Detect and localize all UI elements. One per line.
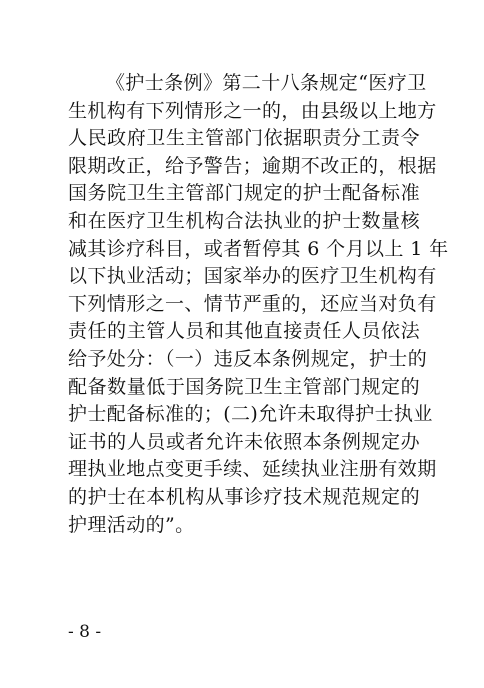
paragraph-line: 配备数量低于国务院卫生主管部门规定的 [68, 375, 420, 398]
paragraph-line: 生机构有下列情形之一的，由县级以上地方 [68, 99, 437, 122]
paragraph-line: 国务院卫生主管部门规定的护士配备标准 [68, 182, 420, 205]
paragraph-line: 人民政府卫生主管部门依据职责分工责令 [68, 127, 420, 150]
paragraph-line: 减其诊疗科目，或者暂停其 6 个月以上 1 年 [68, 237, 449, 260]
paragraph-line: 护士配备标准的；(二)允许未取得护士执业 [68, 403, 433, 426]
page-number: - 8 - [68, 622, 102, 642]
paragraph-line: 证书的人员或者允许未依照本条例规定办 [68, 430, 420, 453]
paragraph-line: 和在医疗卫生机构合法执业的护士数量核 [68, 209, 420, 232]
paragraph-line: 《护士条例》第二十八条规定“医疗卫 [106, 72, 427, 94]
paragraph-line: 理执业地点变更手续、延续执业注册有效期 [68, 458, 437, 481]
paragraph-line: 下列情形之一、情节严重的，还应当对负有 [68, 292, 437, 315]
paragraph-line: 责任的主管人员和其他直接责任人员依法 [68, 320, 420, 343]
paragraph-line: 限期改正，给予警告；逾期不改正的，根据 [68, 154, 437, 177]
article-paragraph [68, 70, 449, 539]
paragraph-line: 给予处分：（一）违反本条例规定，护士的 [68, 347, 428, 370]
paragraph-line: 的护士在本机构从事诊疗技术规范规定的 [68, 485, 420, 508]
paragraph-line: 以下执业活动；国家举办的医疗卫生机构有 [68, 265, 437, 288]
paragraph-line: 护理活动的”。 [68, 513, 195, 536]
